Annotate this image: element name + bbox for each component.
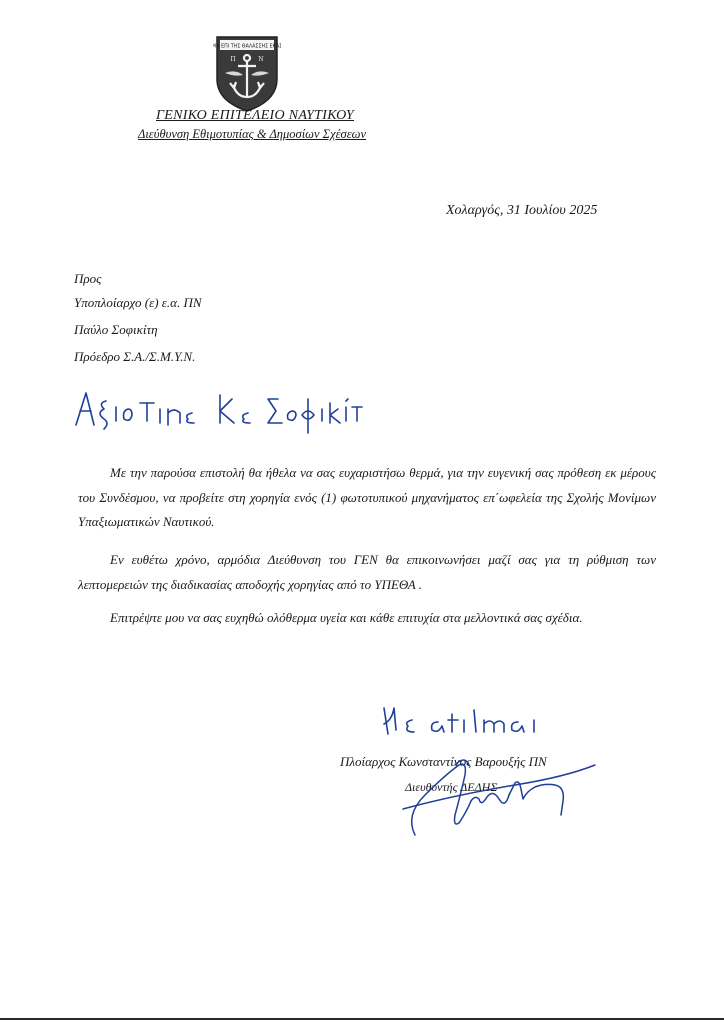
recipient-name: Παύλο Σοφικίτη: [74, 322, 158, 337]
page-bottom-edge: [0, 1018, 724, 1020]
department-name: Διεύθυνση Εθιμοτυπίας & Δημοσίων Σχέσεων: [137, 127, 366, 141]
emblem-letter-right: Ν: [258, 56, 264, 63]
navy-emblem: [213, 33, 281, 113]
letter-date: Χολαργός, 31 Ιουλίου 2025: [446, 203, 598, 218]
body-paragraph-2: Εν ευθέτω χρόνο, αρμόδια Διεύθυνση του ΓΕΝ θα επικοινωνήσει μαζί σας για τη ρύθμιση των λεπτομερειών της διαδικασίας αποδοχής χορηγίας από το ΥΠΕΘΑ .: [78, 552, 656, 592]
recipient-to-label: Προς: [74, 271, 102, 286]
handwritten-closing: [378, 700, 558, 740]
emblem-motto: ΜΗ ΕΠΙ ΤΗΣ ΘΑΛΑΣΣΗΣ ΕΚΑΣ: [213, 44, 281, 50]
recipient-rank: Υποπλοίαρχο (ε) ε.α. ΠΝ: [74, 295, 202, 310]
signatory-name: Πλοίαρχος Κωνσταντίνος Βαρουξής ΠΝ: [340, 754, 547, 769]
body-paragraph-1: Με την παρούσα επιστολή θα ήθελα να σας ευχαριστήσω θερμά, για την ευγενική σας πρόθεση εκ μέρους του Συνδέσμου, να προβείτε στη χορηγία ενός (1) φωτοτυπικού μηχανήματος επ΄ωφελεία της Σχολής Μονίμων Υπαξιωματικών Ναυτικού.: [78, 465, 656, 529]
handwritten-salutation: [70, 385, 370, 440]
recipient-title: Πρόεδρο Σ.Α./Σ.Μ.Υ.Ν.: [74, 349, 196, 364]
body-paragraph-3: Επιτρέψτε μου να σας ευχηθώ ολόθερμα υγεία και κάθε επιτυχία στα μελλοντικά σας σχέδια.: [110, 610, 583, 625]
emblem-letter-left: Π: [230, 56, 236, 63]
signatory-role: Διευθυντής ΔΕΔΗΣ: [405, 780, 498, 794]
organization-name: ΓΕΝΙΚΟ ΕΠΙΤΕΛΕΙΟ ΝΑΥΤΙΚΟΥ: [156, 108, 354, 123]
